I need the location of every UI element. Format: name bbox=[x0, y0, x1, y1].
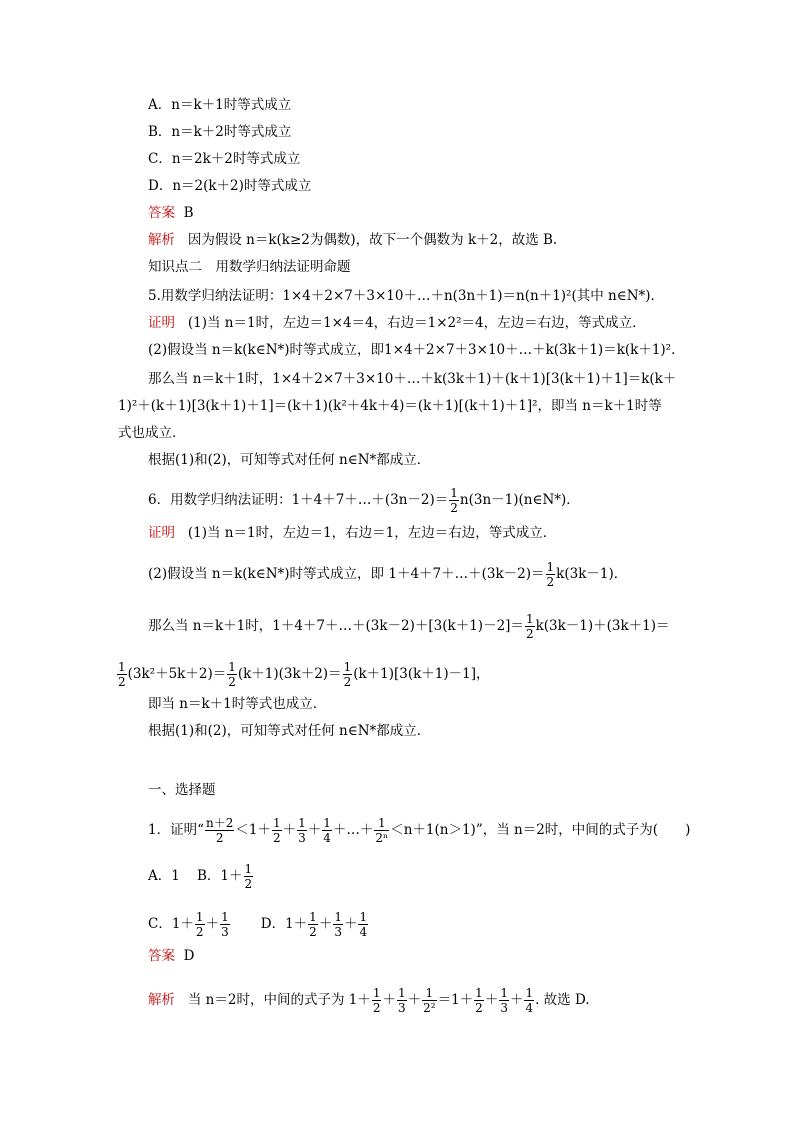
q6-step2-lhs: (2)假设当 n＝k(k∈N*)时等式成立，即 1＋4＋7＋…＋(3k－2)＝ bbox=[148, 566, 545, 582]
fraction-1-3: $\frac{1}{3}$ bbox=[500, 986, 508, 1015]
proof-1-step-3: 那么当 n＝k＋1时，1×4＋2×7＋3×10＋…＋k(3k＋1)＋(k＋1)[3(k＋1)＋1]＝k(k＋ bbox=[148, 371, 677, 387]
analysis-label: 解析 bbox=[148, 232, 175, 248]
fraction-half: $\frac{1}{2}$ bbox=[343, 660, 352, 689]
option-d: D．1＋ bbox=[260, 916, 308, 932]
option-a-line: A．n＝k＋1时等式成立 bbox=[148, 97, 292, 113]
fraction-1-2: $\frac{1}{2}$ bbox=[372, 986, 381, 1015]
proof-2-step-5: 即当 n＝k＋1时等式也成立． bbox=[148, 696, 327, 712]
question-6 bbox=[148, 486, 580, 515]
fraction-1-2: $\frac{1}{2}$ bbox=[195, 910, 204, 939]
ellipsis-sum: ＋…＋ bbox=[332, 822, 374, 838]
q6-step4-part1: (3k²＋5k＋2)＝ bbox=[127, 666, 227, 682]
fraction-1-2: $\frac{1}{2}$ bbox=[309, 910, 317, 939]
proof-1-conclusion: 根据(1)和(2)，可知等式对任何 n∈N*都成立． bbox=[148, 452, 431, 468]
proof-2-step-4 bbox=[116, 660, 490, 689]
answer-label: 答案 bbox=[148, 205, 175, 221]
proof-1-step-1 bbox=[148, 313, 646, 333]
q6-rhs: n(3n－1)(n∈N*)． bbox=[459, 492, 580, 508]
choice-question-1 bbox=[148, 816, 690, 845]
plus-sign: ＋ bbox=[318, 916, 333, 932]
fraction-half: $\frac{1}{2}$ bbox=[525, 612, 534, 641]
option-c: C．1＋ bbox=[148, 916, 194, 932]
option-a: A．1 bbox=[148, 868, 180, 884]
analysis-text: 因为假设 n＝k(k≥2为偶数)，故下一个偶数为 k＋2，故选 B. bbox=[187, 232, 558, 248]
fraction-half: $\frac{1}{2}$ bbox=[228, 660, 236, 689]
plus-sign: ＋ bbox=[205, 916, 220, 932]
proof-2-step-3 bbox=[148, 612, 670, 641]
answer-value: B bbox=[183, 205, 194, 221]
q6-step4-part2: (k＋1)(3k＋2)＝ bbox=[237, 666, 342, 682]
fraction-half: $\frac{1}{2}$ bbox=[450, 486, 458, 515]
analysis-label: 解析 bbox=[148, 992, 175, 1008]
fraction-1-4: $\frac{1}{4}$ bbox=[359, 910, 368, 939]
fraction-1-2: $\frac{1}{2}$ bbox=[475, 986, 483, 1015]
plus-sign: ＋ bbox=[282, 822, 297, 838]
proof-1-step-4: 1)²＋(k＋1)[3(k＋1)＋1]＝(k＋1)(k²＋4k＋4)＝(k＋1)[(k＋1)＋1]²，即当 n＝k＋1时等 bbox=[118, 398, 662, 414]
fraction-n-plus-2-over-2: $\frac{n+2}{2}$ bbox=[206, 816, 234, 845]
answer-label: 答案 bbox=[148, 948, 175, 964]
answer-value: D bbox=[183, 948, 195, 964]
fraction-1-3: $\frac{1}{3}$ bbox=[397, 986, 406, 1015]
plus-sign: ＋ bbox=[382, 992, 396, 1008]
proof-2-conclusion: 根据(1)和(2)，可知等式对任何 n∈N*都成立． bbox=[148, 723, 431, 739]
plus-sign: ＋ bbox=[509, 992, 524, 1008]
option-b-line: B．n＝k＋2时等式成立 bbox=[148, 124, 292, 140]
fraction-1-2n: $\frac{1}{\text{2ⁿ}}$ bbox=[375, 816, 389, 845]
option-d-line: D．n＝2(k＋2)时等式成立 bbox=[148, 178, 312, 194]
proof-2-step-1 bbox=[148, 523, 556, 543]
plus-sign: ＋ bbox=[343, 916, 358, 932]
proof-label-2: 证明 bbox=[148, 525, 175, 541]
analysis-2-prefix: 当 n＝2时，中间的式子为 1＋ bbox=[187, 992, 371, 1008]
fraction-1-3: $\frac{1}{3}$ bbox=[221, 910, 229, 939]
question-5: 5.用数学归纳法证明：1×4＋2×7＋3×10＋…＋n(3n＋1)＝n(n＋1)²(其中 n∈N*)． bbox=[148, 288, 665, 304]
proof-text: (1)当 n＝1时，左边＝1×4＝4，右边＝1×2²＝4，左边＝右边，等式成立． bbox=[187, 315, 646, 331]
q1-middle: ＜1＋ bbox=[235, 822, 271, 838]
analysis-line-1 bbox=[148, 230, 557, 250]
fraction-1-2sq: $\frac{1}{\text{2²}}$ bbox=[423, 986, 436, 1015]
q6-lhs: 6．用数学归纳法证明：1＋4＋7＋…＋(3n－2)＝ bbox=[148, 492, 449, 508]
fraction-1-3: $\frac{1}{3}$ bbox=[298, 816, 306, 845]
analysis-2-end: . 故选 D. bbox=[535, 992, 590, 1008]
analysis-2-equals: ＝1＋ bbox=[437, 992, 474, 1008]
fraction-1-4: $\frac{1}{4}$ bbox=[323, 816, 331, 845]
answer-line-2 bbox=[148, 946, 194, 966]
option-b: B．1＋ bbox=[197, 868, 243, 884]
option-c-line: C．n＝2k＋2时等式成立 bbox=[148, 151, 301, 167]
proof-text-2: (1)当 n＝1时，左边＝1，右边＝1，左边＝右边，等式成立． bbox=[187, 525, 557, 541]
q6-step2-rhs: k(3k－1)． bbox=[556, 566, 628, 582]
q6-step3-rhs: k(3k－1)＋(3k＋1)＝ bbox=[535, 618, 670, 634]
plus-sign: ＋ bbox=[407, 992, 422, 1008]
q6-step4-part3: (k＋1)[3(k＋1)－1]， bbox=[353, 666, 490, 682]
fraction-half: $\frac{1}{2}$ bbox=[118, 660, 126, 689]
q6-step3-lhs: 那么当 n＝k＋1时，1＋4＋7＋…＋(3k－2)＋[3(k＋1)－2]＝ bbox=[148, 618, 524, 634]
analysis-line-2 bbox=[148, 986, 590, 1015]
fraction-1-3: $\frac{1}{3}$ bbox=[334, 910, 342, 939]
fraction-1-2: $\frac{1}{2}$ bbox=[272, 816, 281, 845]
proof-label: 证明 bbox=[148, 315, 175, 331]
q1-suffix: ＜n＋1(n＞1)”，当 n＝2时，中间的式子为( ) bbox=[390, 822, 691, 838]
choice-options-cd bbox=[148, 910, 369, 939]
fraction-1-4: $\frac{1}{4}$ bbox=[525, 986, 534, 1015]
section-heading-2: 知识点二 用数学归纳法证明命题 bbox=[148, 259, 351, 275]
fraction-1-2: $\frac{1}{2}$ bbox=[244, 862, 253, 891]
section-heading-choice: 一、选择题 bbox=[148, 782, 216, 798]
choice-options-ab bbox=[148, 862, 254, 891]
plus-sign: ＋ bbox=[307, 822, 322, 838]
q1-prefix: 1．证明“ bbox=[148, 822, 204, 838]
proof-2-step-2 bbox=[148, 560, 627, 589]
fraction-half: $\frac{1}{2}$ bbox=[546, 560, 555, 589]
plus-sign: ＋ bbox=[484, 992, 499, 1008]
proof-1-step-2: (2)假设当 n＝k(k∈N*)时等式成立，即1×4＋2×7＋3×10＋…＋k(3k＋1)＝k(k＋1)². bbox=[148, 342, 676, 358]
proof-1-step-5: 式也成立． bbox=[118, 425, 186, 441]
answer-line-1 bbox=[148, 203, 194, 223]
